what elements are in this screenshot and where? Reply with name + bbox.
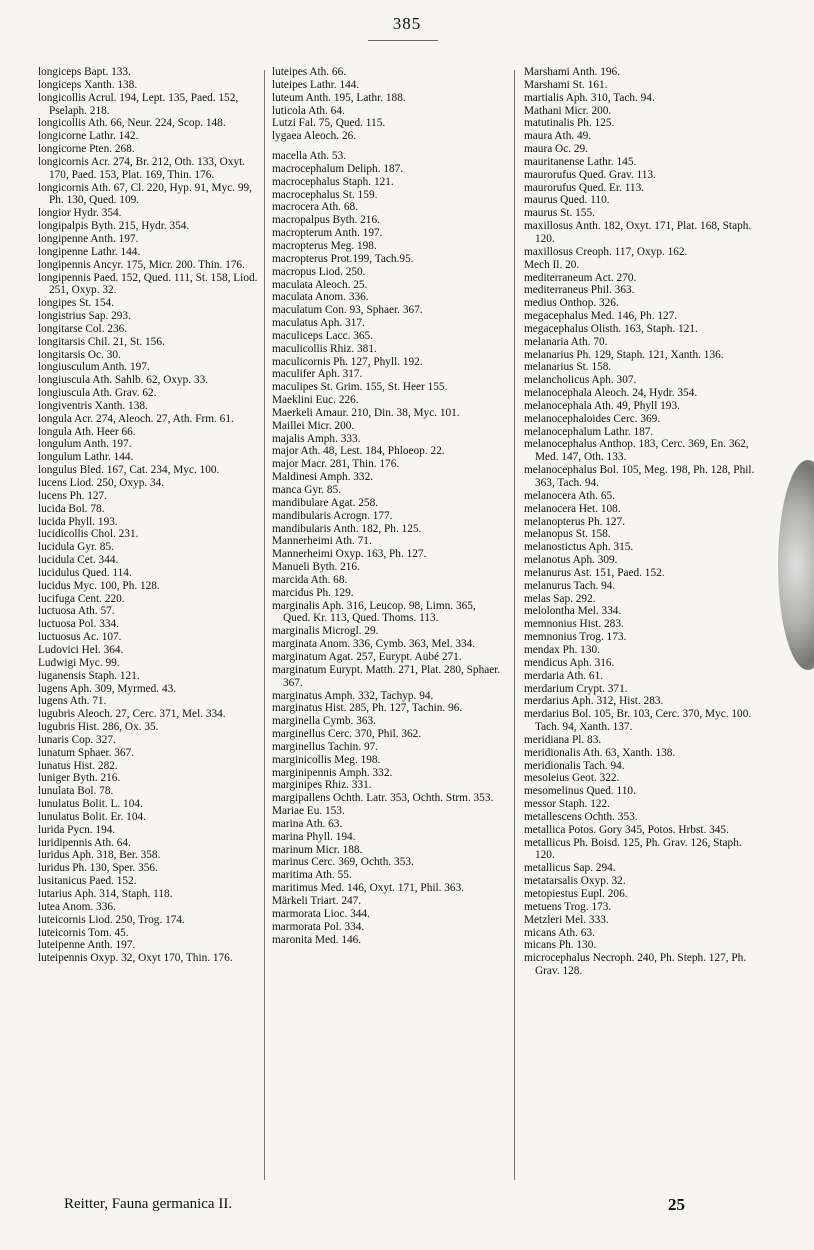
- index-entry: longipenne Lathr. 144.: [38, 245, 141, 258]
- index-entry: melanurus Ast. 151, Paed. 152.: [524, 566, 665, 579]
- index-entry: maculicollis Rhiz. 381.: [272, 342, 377, 355]
- index-entry: medius Onthop. 326.: [524, 297, 619, 310]
- index-entry: major Ath. 48, Lest. 184, Phloeop. 22.: [272, 445, 445, 458]
- index-entry: melanocephaloides Cerc. 369.: [524, 412, 661, 425]
- index-entry: megacephalus Med. 146, Ph. 127.: [524, 310, 678, 323]
- index-entry: micans Ath. 63.: [524, 926, 595, 939]
- index-entry: Mathani Micr. 200.: [524, 104, 612, 117]
- index-entry: melanotus Aph. 309.: [524, 554, 618, 567]
- index-entry: Ludwigi Myc. 99.: [38, 656, 120, 669]
- index-entry: lugubris Hist. 286, Ox. 35.: [38, 721, 159, 734]
- index-entry: metallescens Ochth. 353.: [524, 810, 638, 823]
- index-entry: lunatus Hist. 282.: [38, 759, 118, 772]
- index-entry: luganensis Staph. 121.: [38, 669, 140, 682]
- index-entry: mandibularis Anth. 182, Ph. 125.: [272, 522, 422, 535]
- index-entry: Marshami St. 161.: [524, 78, 608, 91]
- index-entry: melanocephala Ath. 49, Phyll 193.: [524, 399, 680, 412]
- index-entry: longitarsis Chil. 21, St. 156.: [38, 335, 165, 348]
- index-entry: metuens Trog. 173.: [524, 900, 612, 913]
- index-entry: Mannerheimi Ath. 71.: [272, 535, 372, 548]
- index-entry: maculata Aleoch. 25.: [272, 278, 368, 291]
- index-entry: luteipenne Anth. 197.: [38, 939, 136, 952]
- index-entry: melanarius St. 158.: [524, 361, 612, 374]
- index-entry: Märkeli Triart. 247.: [272, 895, 362, 907]
- index-entry: melanarius Ph. 129, Staph. 121, Xanth. 136.: [524, 348, 724, 361]
- index-entry: lucidulus Qued. 114.: [38, 566, 132, 579]
- index-entry: luridipennis Ath. 64.: [38, 836, 131, 849]
- index-entry: macrocephalus St. 159.: [272, 188, 378, 201]
- column-divider: [264, 70, 265, 1180]
- index-entry: luctuosus Ac. 107.: [38, 631, 122, 644]
- index-entry: marginipes Rhiz. 331.: [272, 779, 372, 792]
- footer-book-title: Reitter, Fauna germanica II.: [64, 1196, 233, 1212]
- index-entry: maculicornis Ph. 127, Phyll. 192.: [272, 355, 423, 368]
- index-entry: mediterraneus Phil. 363.: [524, 284, 635, 297]
- index-entry: lugens Ath. 71.: [38, 695, 107, 708]
- index-entry: longicorne Lathr. 142.: [38, 130, 139, 143]
- index-entry: lunulata Bol. 78.: [38, 785, 114, 798]
- index-entry: Manueli Byth. 216.: [272, 561, 360, 574]
- index-entry: lucidula Gyr. 85.: [38, 541, 114, 554]
- index-entry: metallicus Ph. Boisd. 125, Ph. Grav. 126, Staph. 120.: [524, 836, 742, 862]
- index-entry: longulum Lathr. 144.: [38, 451, 134, 464]
- index-entry: macrocephalum Deliph. 187.: [272, 162, 404, 175]
- index-entry: maurus Qued. 110.: [524, 194, 610, 207]
- index-entry: maurorufus Qued. Er. 113.: [524, 181, 645, 194]
- index-entry: maculata Anom. 336.: [272, 291, 369, 304]
- index-entry: longiceps Xanth. 138.: [38, 78, 138, 91]
- index-entry: longior Hydr. 354.: [38, 207, 122, 220]
- footer-signature: 25: [668, 1195, 685, 1214]
- index-entry: luteicornis Liod. 250, Trog. 174.: [38, 913, 185, 926]
- index-entry: longicorne Pten. 268.: [38, 143, 135, 156]
- index-entry: maura Ath. 49.: [524, 130, 592, 143]
- index-entry: longipennis Paed. 152, Qued. 111, St. 158, Liod. 251, Oxyp. 32.: [38, 271, 258, 297]
- index-entry: lucidicollis Chol. 231.: [38, 528, 139, 541]
- index-entry: marcidus Ph. 129.: [272, 586, 354, 599]
- index-entry: maculipes St. Grim. 155, St. Heer 155.: [272, 381, 448, 394]
- index-entry: longulum Anth. 197.: [38, 438, 132, 451]
- index-column-3: [524, 66, 760, 978]
- index-entry: marginicollis Meg. 198.: [272, 753, 381, 766]
- index-entry: meridiana Pl. 83.: [524, 733, 602, 746]
- index-entry: merdarius Aph. 312, Hist. 283.: [524, 695, 664, 708]
- index-entry: melanopus St. 158.: [524, 528, 611, 541]
- index-entry: longipalpis Byth. 215, Hydr. 354.: [38, 220, 190, 233]
- index-entry: longiusculum Anth. 197.: [38, 361, 150, 374]
- index-entry: lutea Anom. 336.: [38, 900, 116, 913]
- index-entry: melanocera Ath. 65.: [524, 489, 615, 502]
- index-entry: lurida Pycn. 194.: [38, 823, 116, 836]
- index-entry: longiuscula Ath. Sahlb. 62, Oxyp. 33.: [38, 374, 209, 387]
- index-entry: lucifuga Cent. 220.: [38, 592, 125, 605]
- index-entry: Marshami Anth. 196.: [524, 66, 621, 78]
- index-entry: luteipes Lathr. 144.: [272, 78, 360, 91]
- index-entry: maculatus Aph. 317.: [272, 317, 365, 330]
- index-entry: metopiestus Eupl. 206.: [524, 888, 628, 900]
- index-entry: longipennis Ancyr. 175, Micr. 200. Thin. 176.: [38, 258, 245, 271]
- index-entry: melanocephala Aleoch. 24, Hydr. 354.: [524, 387, 698, 400]
- index-entry: memnonius Hist. 283.: [524, 618, 624, 631]
- index-entry: mauritanense Lathr. 145.: [524, 155, 637, 168]
- index-entry: Mech Il. 20.: [524, 258, 580, 271]
- index-entry: lunulatus Bolit. L. 104.: [38, 798, 143, 811]
- index-entry: mendax Ph. 130.: [524, 643, 600, 656]
- page-edge-blemish: [778, 460, 814, 670]
- index-column-1: [38, 66, 260, 965]
- index-entry: mesomelinus Qued. 110.: [524, 785, 636, 798]
- index-entry: Ludovici Hel. 364.: [38, 643, 124, 656]
- index-entry: luteipennis Oxyp. 32, Oxyt 170, Thin. 176.: [38, 952, 233, 965]
- index-entry: marmorata Pol. 334.: [272, 920, 365, 933]
- index-entry: lucidula Cet. 344.: [38, 554, 119, 567]
- index-entry: manca Gyr. 85.: [272, 484, 342, 496]
- index-entry: longulus Bled. 167, Cat. 234, Myc. 100.: [38, 464, 220, 477]
- index-entry: melanopterus Ph. 127.: [524, 515, 626, 528]
- index-entry: maronita Med. 146.: [272, 933, 362, 946]
- index-entry: maritima Ath. 55.: [272, 869, 352, 882]
- index-entry: melanocephalum Lathr. 187.: [524, 425, 654, 438]
- index-entry: maculifer Aph. 317.: [272, 368, 363, 381]
- index-entry: longula Ath. Heer 66.: [38, 425, 136, 438]
- index-entry: macropalpus Byth. 216.: [272, 214, 380, 227]
- index-entry: lugens Aph. 309, Myrmed. 43.: [38, 682, 177, 695]
- index-entry: metallicus Sap. 294.: [524, 862, 616, 875]
- index-entry: maxillosus Anth. 182, Oxyt. 171, Plat. 168, Staph. 120.: [524, 220, 752, 245]
- index-entry: lunaris Cop. 327.: [38, 733, 116, 746]
- index-entry: macrocephalus Staph. 121.: [272, 175, 394, 188]
- index-entry: lutarius Aph. 314, Staph. 118.: [38, 888, 173, 900]
- header-rule: [368, 40, 438, 41]
- index-entry: Metzleri Mel. 333.: [524, 913, 609, 926]
- index-entry: marginatum Eurypt. Matth. 271, Plat. 280, Sphaer. 367.: [272, 663, 501, 689]
- index-entry: maritimus Med. 146, Oxyt. 171, Phil. 363.: [272, 882, 465, 895]
- index-entry: melolontha Mel. 334.: [524, 605, 622, 618]
- index-entry: lucens Ph. 127.: [38, 489, 108, 502]
- index-entry: Mariae Eu. 153.: [272, 805, 345, 818]
- index-column-2: [272, 66, 504, 946]
- index-entry: marginatus Amph. 332, Tachyp. 94.: [272, 689, 434, 702]
- index-entry: marginellus Tachin. 97.: [272, 740, 379, 753]
- index-entry: marinus Cerc. 369, Ochth. 353.: [272, 856, 414, 869]
- index-entry: melanostictus Aph. 315.: [524, 541, 634, 554]
- index-entry: longitarse Col. 236.: [38, 322, 128, 335]
- index-entry: longula Acr. 274, Aleoch. 27, Ath. Frm. 61.: [38, 412, 234, 425]
- index-entry: Maldinesi Amph. 332.: [272, 471, 374, 484]
- index-entry: melancholicus Aph. 307.: [524, 374, 637, 387]
- index-entry: matutinalis Ph. 125.: [524, 117, 615, 130]
- index-entry: longistrius Sap. 293.: [38, 310, 131, 323]
- index-entry: longiceps Bapt. 133.: [38, 66, 131, 78]
- index-entry: lusitanicus Paed. 152.: [38, 875, 137, 888]
- index-entry: longipenne Anth. 197.: [38, 232, 139, 245]
- index-entry: marginalis Microgl. 29.: [272, 625, 379, 638]
- index-entry: luticola Ath. 64.: [272, 104, 345, 117]
- index-entry: marginella Cymb. 363.: [272, 715, 376, 728]
- column-divider: [514, 70, 515, 1180]
- index-entry: luniger Byth. 216.: [38, 772, 121, 785]
- index-entry: maculiceps Lacc. 365.: [272, 329, 373, 342]
- index-entry: meridionalis Tach. 94.: [524, 759, 625, 772]
- index-entry: melanurus Tach. 94.: [524, 579, 616, 592]
- index-entry: longiventris Xanth. 138.: [38, 399, 148, 412]
- index-entry: lucens Liod. 250, Oxyp. 34.: [38, 477, 165, 489]
- index-entry: lucidus Myc. 100, Ph. 128.: [38, 579, 160, 592]
- index-entry: microcephalus Necroph. 240, Ph. Steph. 127, Ph. Grav. 128.: [524, 952, 747, 978]
- index-entry: macropterus Meg. 198.: [272, 239, 377, 252]
- index-entry: macella Ath. 53.: [272, 150, 347, 163]
- index-entry: marmorata Lioc. 344.: [272, 907, 370, 920]
- index-entry: marginata Anom. 336, Cymb. 363, Mel. 334.: [272, 638, 476, 651]
- index-entry: maxillosus Creoph. 117, Oxyp. 162.: [524, 245, 688, 258]
- index-entry: Lutzi Fal. 75, Qued. 115.: [272, 117, 386, 130]
- index-entry: luteipes Ath. 66.: [272, 66, 347, 78]
- index-entry: Maerkeli Amaur. 210, Din. 38, Myc. 101.: [272, 406, 460, 419]
- index-entry: marcida Ath. 68.: [272, 573, 348, 586]
- index-entry: mendicus Aph. 316.: [524, 656, 615, 669]
- index-entry: marginatum Agat. 257, Eurypt. Aubé 271.: [272, 650, 462, 663]
- index-entry: micans Ph. 130.: [524, 939, 597, 952]
- index-entry: Maeklini Euc. 226.: [272, 394, 359, 407]
- index-entry: longicollis Acrul. 194, Lept. 135, Paed. 152, Pselaph. 218.: [38, 91, 239, 117]
- index-entry: longiuscula Ath. Grav. 62.: [38, 387, 157, 400]
- index-entry: melanaria Ath. 70.: [524, 335, 608, 348]
- index-entry: macropterus Prot.199, Tach.95.: [272, 252, 414, 265]
- index-entry: longicollis Ath. 66, Neur. 224, Scop. 148.: [38, 117, 226, 130]
- index-entry: majalis Amph. 333.: [272, 432, 361, 445]
- index-entry: lygaea Aleoch. 26.: [272, 130, 357, 143]
- index-entry: megacephalus Olisth. 163, Staph. 121.: [524, 322, 698, 335]
- page-number: 385: [392, 14, 422, 33]
- index-entry: luctuosa Ath. 57.: [38, 605, 115, 618]
- index-entry: merdaria Ath. 61.: [524, 669, 604, 682]
- index-entry: melanocephalus Anthop. 183, Cerc. 369, En. 362, Med. 147, Oth. 133.: [524, 438, 749, 464]
- index-entry: merdarium Crypt. 371.: [524, 682, 628, 695]
- index-entry: marginipennis Amph. 332.: [272, 766, 393, 779]
- index-entry: martialis Aph. 310, Tach. 94.: [524, 91, 655, 104]
- index-entry: longicornis Acr. 274, Br. 212, Oth. 133, Oxyt. 170, Paed. 153, Plat. 169, Thin. 176.: [38, 155, 246, 181]
- index-entry: metallica Potos. Gory 345, Potos. Hrbst. 345.: [524, 823, 729, 836]
- index-entry: luctuosa Pol. 334.: [38, 618, 119, 631]
- index-entry: lucida Phyll. 193.: [38, 515, 118, 528]
- index-entry: luridus Aph. 318, Ber. 358.: [38, 849, 161, 862]
- index-entry: mandibulare Agat. 258.: [272, 496, 379, 509]
- index-entry: luteum Anth. 195, Lathr. 188.: [272, 91, 406, 104]
- index-entry: maurorufus Qued. Grav. 113.: [524, 168, 656, 181]
- index-entry: marina Phyll. 194.: [272, 830, 356, 843]
- index-entry: mediterraneum Act. 270.: [524, 271, 637, 284]
- index-entry: maculatum Con. 93, Sphaer. 367.: [272, 304, 423, 317]
- index-entry: marginatus Hist. 285, Ph. 127, Tachin. 96.: [272, 702, 463, 715]
- index-entry: lucida Bol. 78.: [38, 502, 105, 515]
- index-entry: melas Sap. 292.: [524, 592, 596, 605]
- index-entry: Mannerheimi Oxyp. 163, Ph. 127.: [272, 548, 427, 561]
- index-entry: merdarius Bol. 105, Br. 103, Cerc. 370, Myc. 100. Tach. 94, Xanth. 137.: [524, 708, 752, 734]
- index-entry: macropterum Anth. 197.: [272, 227, 383, 240]
- index-entry: major Macr. 281, Thin. 176.: [272, 458, 400, 471]
- index-entry: longipes St. 154.: [38, 297, 114, 310]
- index-entry: longicornis Ath. 67, Cl. 220, Hyp. 91, Myc. 99, Ph. 130, Qued. 109.: [38, 181, 253, 207]
- index-entry: maura Oc. 29.: [524, 143, 588, 156]
- index-entry: marginalis Aph. 316, Leucop. 98, Limn. 365, Qued. Kr. 113, Qued. Thoms. 113.: [272, 599, 476, 625]
- index-entry: marginellus Cerc. 370, Phil. 362.: [272, 728, 422, 741]
- index-entry: lugubris Aleoch. 27, Cerc. 371, Mel. 334.: [38, 708, 226, 721]
- index-entry: Maillei Micr. 200.: [272, 419, 355, 432]
- index-entry: memnonius Trog. 173.: [524, 631, 627, 644]
- index-entry: lunatum Sphaer. 367.: [38, 746, 135, 759]
- index-entry: melanocera Het. 108.: [524, 502, 621, 515]
- index-entry: macropus Liod. 250.: [272, 265, 366, 278]
- index-entry: meridionalis Ath. 63, Xanth. 138.: [524, 746, 676, 759]
- index-entry: margipallens Ochth. Latr. 353, Ochth. Strm. 353.: [272, 792, 494, 805]
- index-entry: luteicornis Tom. 45.: [38, 926, 129, 939]
- index-entry: mesoleius Geot. 322.: [524, 772, 620, 785]
- index-entry: mandibularis Acrogn. 177.: [272, 509, 393, 522]
- index-entry: macrocera Ath. 68.: [272, 201, 358, 214]
- index-entry: lunulatus Bolit. Er. 104.: [38, 810, 146, 823]
- index-entry: metatarsalis Oxyp. 32.: [524, 875, 626, 888]
- index-entry: marina Ath. 63.: [272, 817, 343, 830]
- index-entry: luridus Ph. 130, Sper. 356.: [38, 862, 158, 875]
- index-entry: messor Staph. 122.: [524, 798, 610, 811]
- index-entry: melanocephalus Bol. 105, Meg. 198, Ph. 128, Phil. 363, Tach. 94.: [524, 464, 755, 489]
- index-entry: longitarsis Oc. 30.: [38, 348, 121, 361]
- index-entry: marinum Micr. 188.: [272, 843, 363, 856]
- index-entry: maurus St. 155.: [524, 207, 595, 220]
